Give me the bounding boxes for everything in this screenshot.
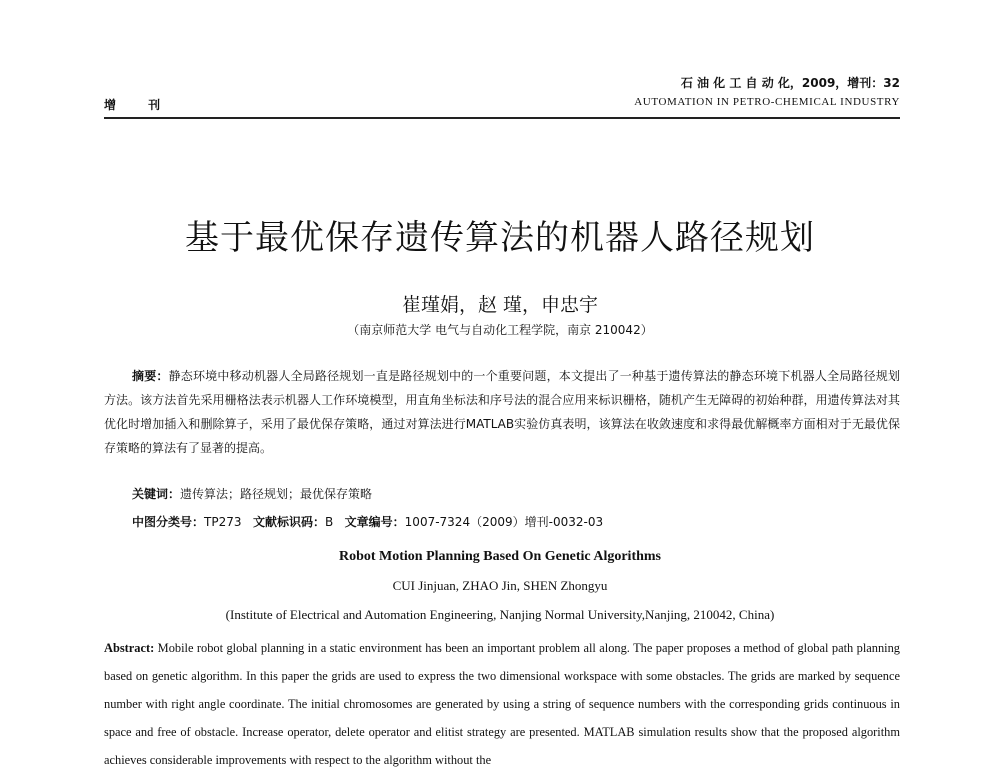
abstract-cn: [104, 364, 900, 460]
paper-title-cn: 基于最优保存遗传算法的机器人路径规划: [185, 218, 815, 258]
doc-code-value: B: [324, 515, 334, 529]
header-rule: [104, 117, 900, 119]
journal-name-en: AUTOMATION IN PETRO-CHEMICAL INDUSTRY: [634, 96, 900, 108]
abstract-en: [104, 634, 900, 774]
article-number-value: 1007-7324（2009）增刊-0032-03: [404, 515, 604, 529]
classification-info-cn: [104, 510, 928, 534]
abstract-cn-label: 摘要：: [132, 369, 169, 383]
keywords-cn-text: 遗传算法；路径规划；最优保存策略: [180, 487, 373, 501]
authors-en: CUI Jinjuan, ZHAO Jin, SHEN Zhongyu: [392, 578, 608, 593]
authors-cn: 崔瑾娟，赵 瑾，申忠宇: [401, 294, 599, 316]
abstract-en-text: Mobile robot global planning in a static environment has been an important problem all along. The paper proposes a method of global path planning based on genetic algorithm. In this paper the grids are used to express the two dimensional workspace with some obstacles. The grids are marked by sequence number with right angle coordinate. The initial chromosomes are generated by using a string of sequence numbers with the corresponding grids continuous in space and free of obstacle. Increase operator, delete operator and elitist strategy are presented. MATLAB simulation results show that the proposed algorithm achieves considerable improvements with respect to the algorithm without the: [104, 641, 900, 767]
keywords-cn: [104, 482, 928, 506]
affiliation-en: (Institute of Electrical and Automation Engineering, Nanjing Normal University,Nanjing, 210042, China): [225, 607, 775, 622]
abstract-en-label: Abstract:: [104, 641, 155, 655]
paper-title-en: Robot Motion Planning Based On Genetic Algorithms: [338, 549, 662, 564]
abstract-cn-text: 静态环境中移动机器人全局路径规划一直是路径规划中的一个重要问题，本文提出了一种基于遗传算法的静态环境下机器人全局路径规划方法。该方法首先采用栅格法表示机器人工作环境模型，用直角坐标法和序号法的混合应用来标识栅格，随机产生无障碍的初始种群，用遗传算法对其优化时增加插入和删除算子，采用了最优保存策略，通过对算法进行MATLAB实验仿真表明，该算法在收敛速度和求得最优解概率方面相对于无最优保存策略的算法有了显著的提高。: [104, 369, 900, 455]
clc-label: 中图分类号：: [132, 515, 205, 529]
affiliation-cn: （南京师范大学 电气与自动化工程学院，南京 210042）: [347, 323, 653, 337]
keywords-cn-label: 关键词：: [132, 487, 181, 501]
doc-code-label: 文献标识码：: [252, 515, 325, 529]
article-number-label: 文章编号：: [344, 515, 405, 529]
issue-label: 增 刊: [104, 98, 175, 112]
clc-value: TP273: [204, 515, 242, 529]
journal-name-cn: 石 油 化 工 自 动 化，2009，增刊：32: [680, 76, 900, 90]
